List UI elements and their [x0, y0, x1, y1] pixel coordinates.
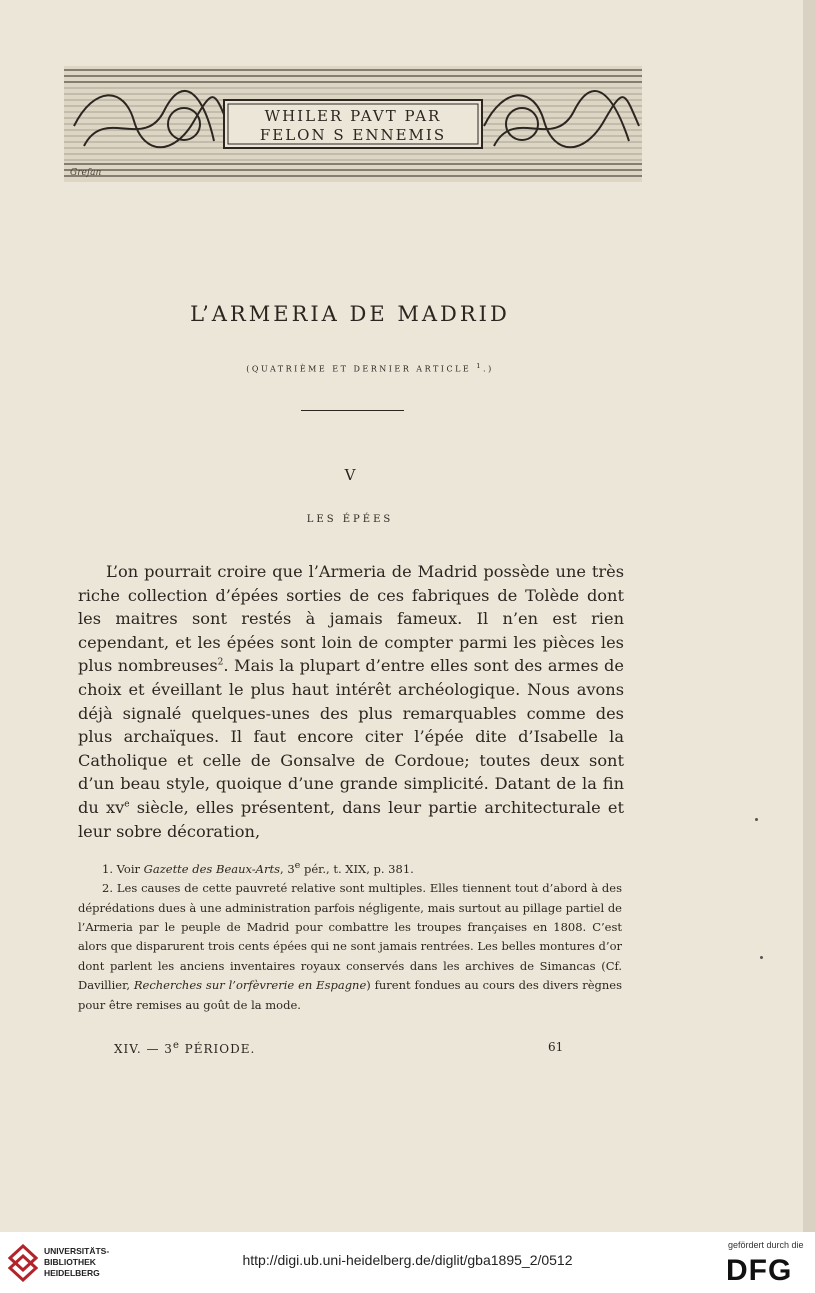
- engraver-signature: Grefan: [70, 168, 102, 178]
- permalink-url[interactable]: http://digi.ub.uni-heidelberg.de/diglit/gba1895_2/0512: [242, 1252, 573, 1268]
- signature-mark: [114, 1040, 255, 1056]
- institution-line3: HEIDELBERG: [44, 1268, 100, 1278]
- funder-caption: gefördert durch die: [728, 1240, 804, 1250]
- signature-text: XIV. — 3: [114, 1042, 173, 1056]
- article-title: L’ARMERIA DE MADRID: [190, 302, 510, 326]
- institution-line1: UNIVERSITÄTS-: [44, 1246, 110, 1256]
- footnote-1-journal: Gazette des Beaux-Arts: [143, 861, 281, 876]
- footnote-2-text-a: Les causes de cette pauvreté relative sont multiples. Elles tiennent tout d’abord à des déprédations dues à une administration parfois négligente, mais surtout au pillage partiel de l’Armeria par le peuple de Madrid pour combattre les troupes françaises en 1808. C’est alors que disparurent trois cents épées qui ne sont jamais rentrées. Les belles montures d’or dont parlent les anciens inventaires royaux conservés dans les archives de Simancas (Cf. Davillier,: [78, 881, 623, 993]
- subtitle-open-paren: (: [246, 364, 252, 374]
- footnote-2-book-title: Recherches sur l’orfèvrerie en Espagne: [133, 978, 367, 993]
- body-text-part3: siècle, elles présentent, dans leur partie architecturale et leur sobre décoration,: [78, 797, 624, 841]
- section-number: V: [344, 466, 356, 484]
- century-superscript: e: [124, 799, 130, 810]
- footnote-2: [78, 879, 622, 1015]
- footnote-ref-2: 2: [217, 657, 224, 668]
- subtitle-close: .): [483, 364, 494, 374]
- body-paragraph: [78, 560, 624, 843]
- footnote-2-text-b: ) furent fondues au cours des divers règnes pour être remises au goût de la mode.: [78, 978, 623, 1012]
- institution-line2: BIBLIOTHEK: [44, 1257, 96, 1267]
- ornament-engraving-icon: [64, 66, 642, 182]
- footnote-1-rest-b: pér., t. XIX, p. 381.: [300, 861, 414, 876]
- subtitle-note-ref: 1: [476, 362, 484, 370]
- banner-motto-line2: FELON S ENNEMIS: [259, 126, 447, 144]
- scan-speck: [755, 818, 758, 821]
- dfg-logo-icon: DFG: [726, 1254, 793, 1287]
- subtitle-text: QUATRIÈME ET DERNIER ARTICLE: [251, 364, 472, 374]
- footnote-1-rest-a: , 3: [280, 861, 295, 876]
- footnote-1: [78, 856, 622, 879]
- footnotes: [78, 856, 622, 1015]
- footnote-2-number: 2.: [102, 881, 113, 896]
- signature-rest: PÉRIODE.: [179, 1042, 256, 1056]
- body-text-part1: L’on pourrait croire que l’Armeria de Madrid possède une très riche collection d’épées sorties de ces fabriques de Tolède dont les maitres sont restés à jamais fameux. Il n’en est rien cependant, et les épées sont loin de compter parmi les pièces les plus nombreuses: [78, 562, 624, 676]
- scan-speck: [760, 956, 763, 959]
- ornamental-banner: [64, 66, 642, 182]
- footnote-1-prefix: Voir: [116, 861, 140, 876]
- page-edge: [803, 0, 815, 1232]
- footnote-1-sup: e: [294, 860, 301, 871]
- title-divider: [301, 410, 404, 411]
- article-subtitle: [0, 362, 740, 374]
- page-number: 61: [548, 1040, 564, 1054]
- banner-motto-line1: WHILER PAVT PAR: [264, 107, 442, 125]
- section-title: LES ÉPÉES: [306, 514, 394, 525]
- body-text-part2: . Mais la plupart d’entre elles sont des armes de choix et éveillant le plus haut intérêt archéologique. Nous avons déjà signalé quelques-unes des plus remarquables comme des plus archaïques. Il faut encore citer l’épée dite d’Isabelle la Catholique et celle de Gonsalve de Cordoue; toutes deux sont d’un beau style, quoique d’une grande simplicité. Datant de la fin du xv: [78, 656, 624, 817]
- footnote-1-number: 1.: [102, 861, 113, 876]
- signature-sup: e: [172, 1040, 180, 1051]
